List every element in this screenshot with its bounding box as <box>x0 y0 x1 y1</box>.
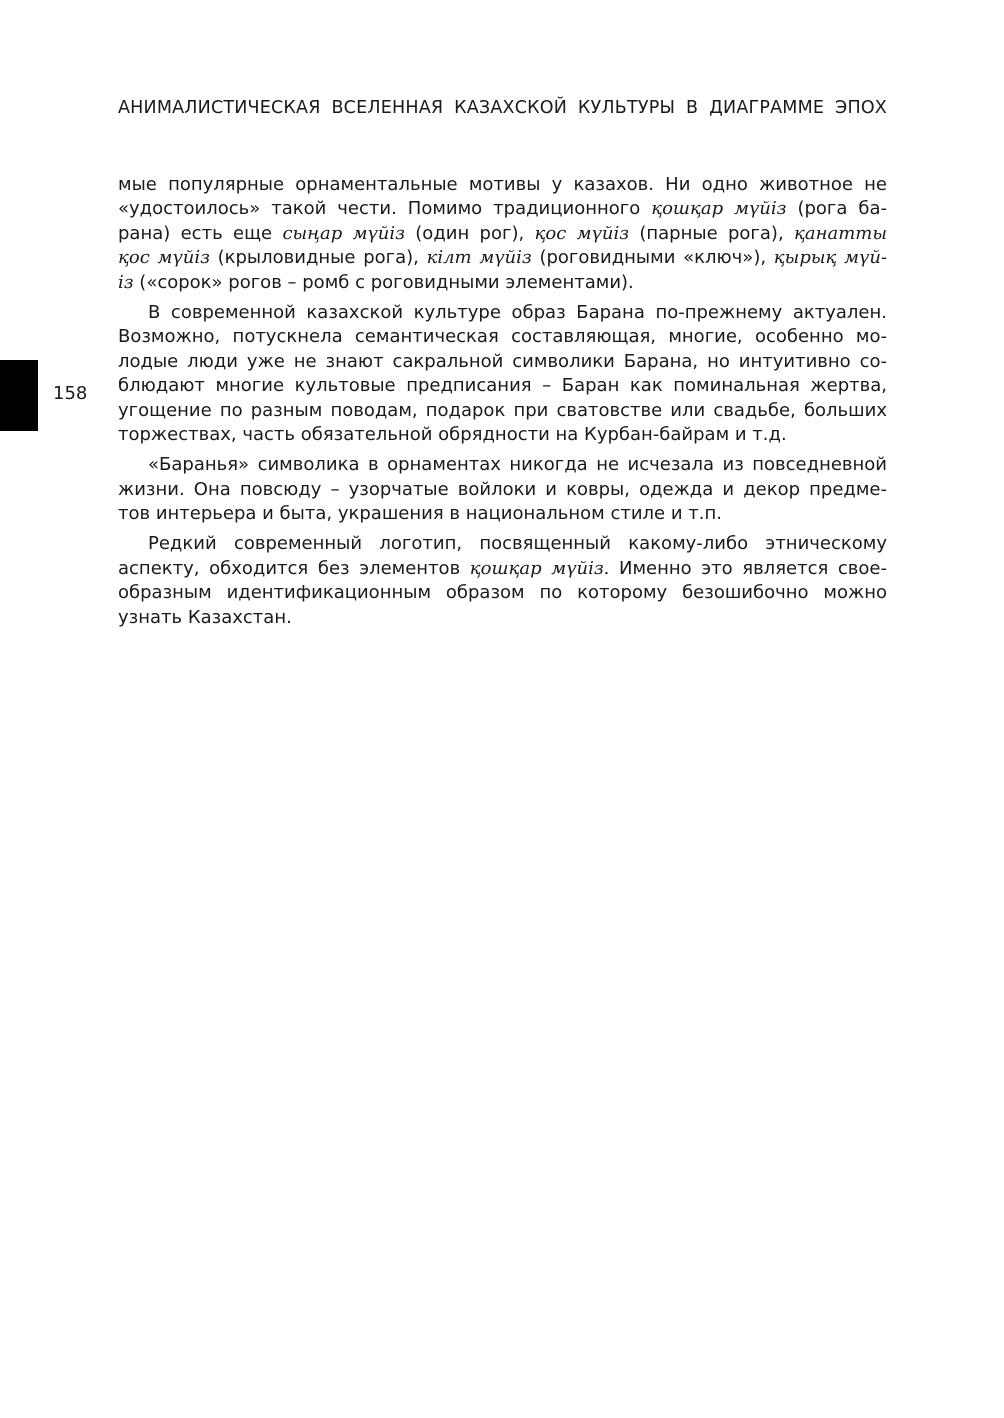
italic-term: із <box>118 271 134 293</box>
text-run: торжествах, часть обязательной обрядности на Курбан-байрам и т.д. <box>118 423 787 445</box>
text-run: рана) есть еще <box>118 222 283 244</box>
text-run: («сорок» рогов – ромб с роговидными элементами). <box>133 271 634 293</box>
italic-term: кілт мүйіз <box>426 247 532 269</box>
text-run: лодые люди уже не знают сакральной символики Барана, но интуитивно со- <box>118 350 887 372</box>
text-run: Именно это является свое- <box>609 557 887 579</box>
text-line <box>118 557 887 581</box>
italic-term: қос мүйіз <box>534 222 630 244</box>
text-line <box>118 502 887 526</box>
paragraph <box>118 453 887 526</box>
text-line <box>118 173 887 197</box>
text-run: «удостоилось» такой чести. Помимо традиционного <box>118 198 652 220</box>
text-line <box>118 478 887 502</box>
page-number: 158 <box>53 383 88 404</box>
text-run: узнать Казахстан. <box>118 606 292 628</box>
paragraph <box>118 301 887 447</box>
text-line <box>118 374 887 398</box>
text-line <box>118 301 887 325</box>
text-run: (крыловидные рога), <box>209 247 427 269</box>
text-run: тов интерьера и быта, украшения в национальном стиле и т.п. <box>118 503 722 525</box>
text-line <box>118 581 887 605</box>
italic-term: қошқар мүйіз <box>651 198 787 220</box>
italic-term: қырық мүй- <box>773 247 887 269</box>
text-run: Возможно, потускнела семантическая составляющая, многие, особенно мо- <box>118 326 887 348</box>
text-run: блюдают многие культовые предписания – Баран как поминальная жертва, <box>118 375 887 397</box>
body-text <box>118 173 887 630</box>
paragraph <box>118 532 887 630</box>
text-line <box>118 532 887 556</box>
text-line <box>118 271 887 295</box>
text-run: жизни. Она повсюду – узорчатые войлоки и ковры, одежда и декор предме- <box>118 478 887 500</box>
text-run: Редкий современный логотип, посвященный какому-либо этническому <box>148 533 887 555</box>
text-line <box>118 350 887 374</box>
text-run: (рога ба- <box>786 198 887 220</box>
text-run: «Баранья» символика в орнаментах никогда не исчезала из повседневной <box>148 454 887 476</box>
thumb-tab-marker <box>0 360 38 431</box>
text-run: (один рог), <box>404 222 535 244</box>
text-line <box>118 222 887 246</box>
italic-term: қос мүйіз <box>118 247 210 269</box>
text-run: В современной казахской культуре образ Барана по-прежнему актуален. <box>148 301 887 323</box>
text-line <box>118 197 887 221</box>
text-line <box>118 246 887 270</box>
text-run: угощение по разным поводам, подарок при сватовстве или свадьбе, больших <box>118 399 887 421</box>
text-line <box>118 453 887 477</box>
text-line <box>118 399 887 423</box>
text-run: (парные рога), <box>629 222 794 244</box>
paragraph <box>118 173 887 295</box>
text-line <box>118 606 887 630</box>
italic-term: қошқар мүйіз. <box>469 557 610 579</box>
running-header: АНИМАЛИСТИЧЕСКАЯ ВСЕЛЕННАЯ КАЗАХСКОЙ КУЛЬТУРЫ В ДИАГРАММЕ ЭПОХ <box>118 98 887 118</box>
text-line <box>118 423 887 447</box>
italic-term: қанатты <box>794 222 887 244</box>
text-run: мые популярные орнаментальные мотивы у казахов. Ни одно животное не <box>118 174 887 195</box>
italic-term: сыңар мүйіз <box>282 222 405 244</box>
text-run: аспекту, обходится без элементов <box>118 557 470 579</box>
text-run: (роговидными «ключ»), <box>531 247 774 269</box>
text-run: образным идентификационным образом по которому безошибочно можно <box>118 582 887 604</box>
text-line <box>118 325 887 349</box>
